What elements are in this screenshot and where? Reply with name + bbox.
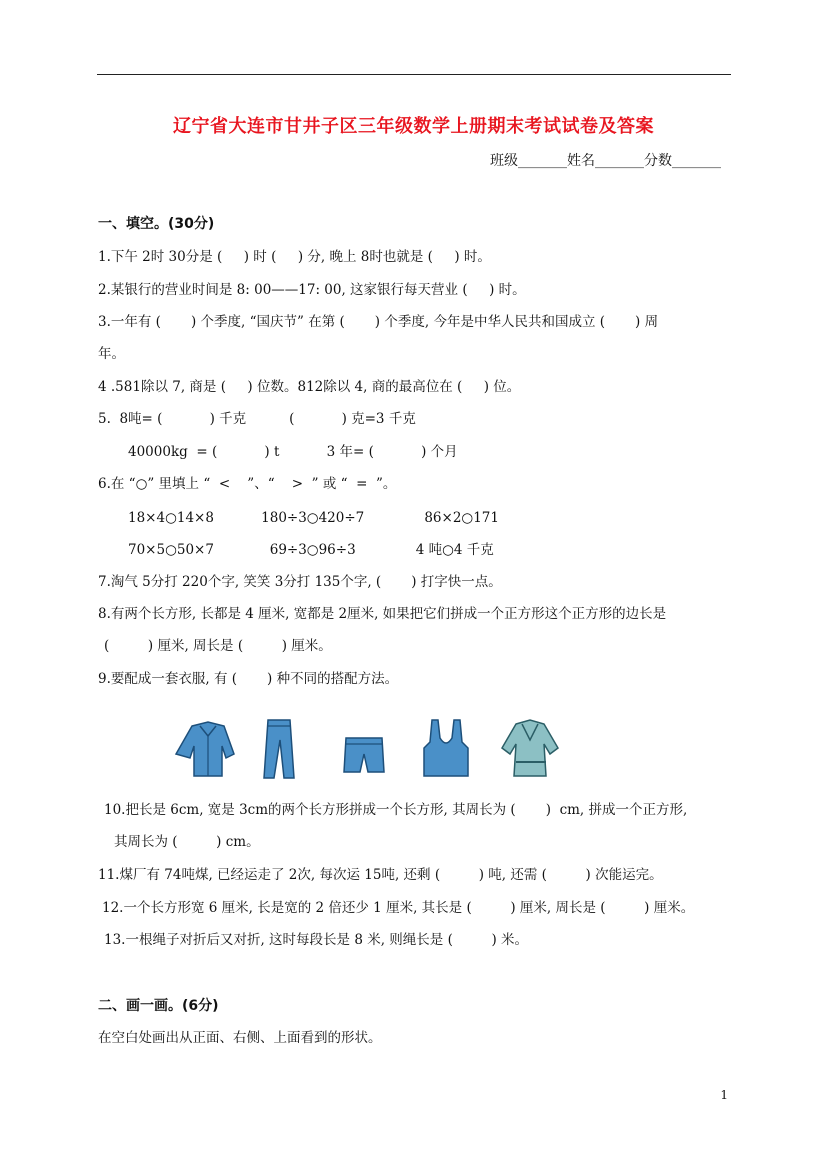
question-7: 7.淘气 5分打 220个字, 笑笑 3分打 135个字, ( ) 打字快一点。 — [98, 574, 502, 590]
question-9: 9.要配成一套衣服, 有 ( ) 种不同的搭配方法。 — [98, 671, 399, 687]
page-title: 辽宁省大连市甘井子区三年级数学上册期末考试试卷及答案 — [173, 116, 654, 137]
question-10: 10.把长是 6cm, 宽是 3cm的两个长方形拼成一个长方形, 其周长为 ( ) cm, 拼成一个正方形, — [104, 802, 688, 818]
question-8-continued: ( ) 厘米, 周长是 ( ) 厘米。 — [104, 638, 332, 654]
question-13: 13.一根绳子对折后又对折, 这时每段长是 8 米, 则绳长是 ( ) 米。 — [104, 932, 529, 948]
page-number: 1 — [720, 1088, 728, 1102]
section2-heading: 二、画一画。(6分) — [98, 998, 219, 1014]
question-1: 1.下午 2时 30分是 ( ) 时 ( ) 分, 晚上 8时也就是 ( ) 时。 — [98, 249, 491, 265]
question-5-row1: 5. 8吨= ( ) 千克 ( ) 克=3 千克 — [98, 411, 416, 427]
header-rule — [97, 74, 731, 75]
question-5-row2: 40000kg = ( ) t 3 年= ( ) 个月 — [128, 444, 458, 460]
section2-instruction: 在空白处画出从正面、右侧、上面看到的形状。 — [98, 1030, 382, 1046]
tank-top-icon — [424, 720, 468, 776]
question-3-continued: 年。 — [98, 346, 125, 362]
question-6: 6.在 “○” 里填上 “ < ”、“ > ” 或 “ = ”。 — [98, 476, 397, 492]
question-10-continued: 其周长为 ( ) cm。 — [114, 834, 260, 850]
jacket-icon — [176, 722, 234, 776]
question-6-row1: 18×4○14×8 180÷3○420÷7 86×2○171 — [128, 510, 499, 526]
question-12: 12.一个长方形宽 6 厘米, 长是宽的 2 倍还少 1 厘米, 其长是 ( ) 厘米, 周长是 ( ) 厘米。 — [102, 900, 695, 916]
shorts-icon — [344, 738, 384, 772]
question-8: 8.有两个长方形, 长都是 4 厘米, 宽都是 2厘米, 如果把它们拼成一个正方形这个正方形的边长是 — [98, 606, 667, 622]
question-6-row2: 70×5○50×7 69÷3○96÷3 4 吨○4 千克 — [128, 542, 494, 558]
question-11: 11.煤厂有 74吨煤, 已经运走了 2次, 每次运 15吨, 还剩 ( ) 吨, 还需 ( ) 次能运完。 — [98, 867, 663, 883]
question-4: 4 .581除以 7, 商是 ( ) 位数。812除以 4, 商的最高位在 ( ) 位。 — [98, 379, 521, 395]
coat-icon — [502, 720, 558, 776]
section1-heading: 一、填空。(30分) — [98, 216, 215, 232]
question-3: 3.一年有 ( ) 个季度, “国庆节” 在第 ( ) 个季度, 今年是中华人民共和国成立 ( ) 周 — [98, 314, 659, 330]
clothing-images — [170, 718, 565, 780]
student-info-line: 班级_______姓名_______分数_______ — [490, 153, 721, 169]
trousers-icon — [264, 720, 294, 778]
question-2: 2.某银行的营业时间是 8: 00——17: 00, 这家银行每天营业 ( ) 时。 — [98, 282, 526, 298]
